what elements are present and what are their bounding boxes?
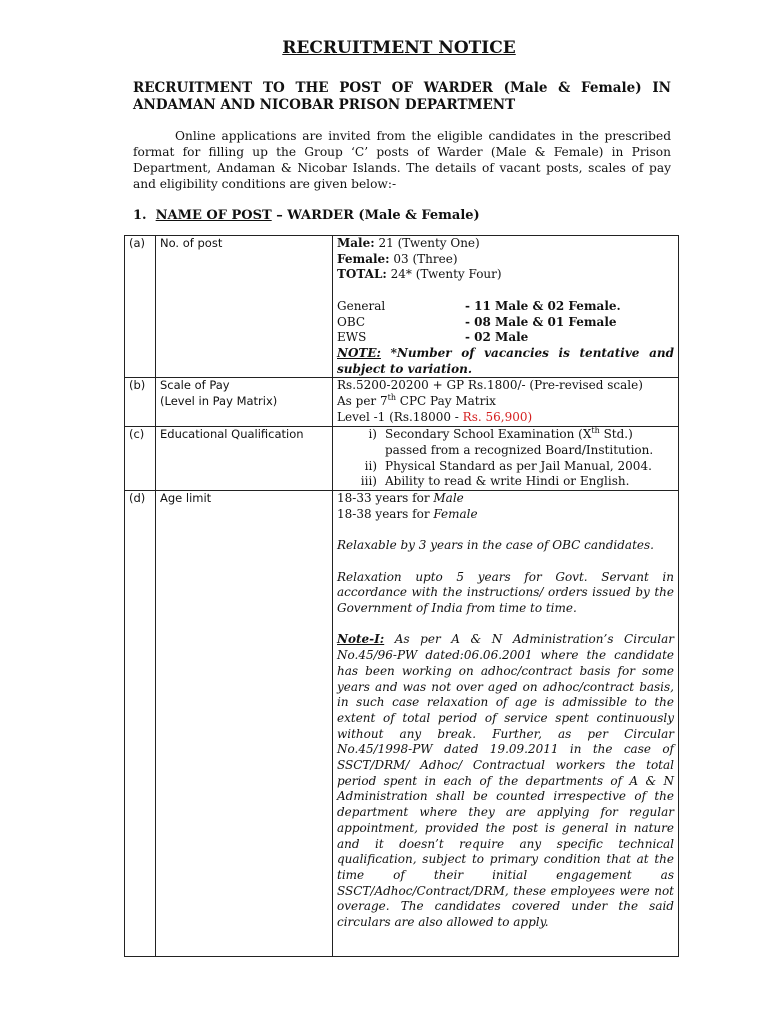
row-label: (b) [125, 378, 156, 427]
field-value [333, 491, 679, 957]
age-male: 18-33 years for Male [337, 491, 464, 506]
field-name: Scale of Pay (Level in Pay Matrix) [156, 378, 333, 427]
row-label: (d) [125, 491, 156, 957]
row-label: (c) [125, 427, 156, 491]
table-row-age-limit [125, 491, 679, 957]
intro-paragraph: Online applications are invited from the eligible candidates in the prescribed format for filling up the Group ‘C’ posts of Warder (Male & Female) in Prison Department, Andaman & Nicobar Islands. The details of vacant posts, scales of pay and eligibility conditions are given below:- [133, 129, 671, 191]
table-row-education [125, 427, 679, 491]
section-heading [133, 208, 480, 223]
category-ews: EWS - 02 Male [337, 330, 529, 345]
table-row-no-of-post [125, 236, 679, 378]
section-value: – WARDER (Male & Female) [276, 208, 480, 223]
notice-title: RECRUITMENT NOTICE [282, 38, 516, 58]
field-value [333, 236, 679, 378]
list-item: i) Secondary School Examination (Xth Std.) passed from a recognized Board/Institution. [368, 426, 654, 458]
field-name: No. of post [156, 236, 333, 378]
male-count: Male: 21 (Twenty One) [337, 236, 480, 250]
section-number: 1. [133, 208, 147, 223]
age-female: 18-38 years for Female [337, 506, 478, 521]
table-row-scale-of-pay [125, 378, 679, 427]
section-label: NAME OF POST [155, 208, 272, 223]
field-value [333, 427, 679, 491]
row-label: (a) [125, 236, 156, 378]
post-details-table [124, 235, 679, 957]
field-name: Educational Qualification [156, 427, 333, 491]
total-count: TOTAL: 24* (Twenty Four) [337, 267, 502, 282]
field-value [333, 378, 679, 427]
notice-subtitle: RECRUITMENT TO THE POST OF WARDER (Male & Female) IN ANDAMAN AND NICOBAR PRISON DEPARTMENT [133, 80, 671, 113]
pay-matrix: As per 7th CPC Pay Matrix [337, 393, 496, 409]
pay-level: Level -1 (Rs.18000 - Rs. 56,900) [337, 409, 533, 424]
category-general: General - 11 Male & 02 Female. [337, 298, 621, 313]
field-name: Age limit [156, 491, 333, 957]
qualification-list [337, 427, 674, 490]
female-count: Female: 03 (Three) [337, 251, 458, 266]
vacancy-note: NOTE: *Number of vacancies is tentative and subject to variation. [337, 345, 674, 376]
list-item: iii) Ability to read & write Hindi or English. [360, 474, 630, 489]
pay-scale: Rs.5200-20200 + GP Rs.1800/- (Pre-revised scale) [337, 378, 643, 393]
list-item: ii) Physical Standard as per Jail Manual, 2004. [364, 458, 652, 473]
age-note: Note-I: As per A & N Administration’s Circular No.45/96-PW dated:06.06.2001 where the candidate has been working on adhoc/contract basis for some years and was not over aged on adhoc/contract basis, in such case relaxation of age is admissible to the extent of total period of service spent continuously without any break. Further, as per Circular No.45/1998-PW dated 19.09.2011 in the case of SSCT/DRM/ Adhoc/ Contractual workers the total period spent in each of the departments of A & N Administration shall be counted irrespective of the department where they are applying for regular appointment, provided the post is general in nature and it doesn’t require any specific technical qualification, subject to primary condition that at the time of their initial engagement as SSCT/Adhoc/Contract/DRM, these employees were not overage. The candidates covered under the said circulars are also allowed to apply. [337, 632, 674, 930]
govt-relaxation: Relaxation upto 5 years for Govt. Servant in accordance with the instructions/ orders issued by the Government of India from time to time. [337, 569, 674, 616]
category-obc: OBC - 08 Male & 01 Female [337, 314, 617, 329]
obc-relaxation: Relaxable by 3 years in the case of OBC candidates. [337, 538, 654, 553]
